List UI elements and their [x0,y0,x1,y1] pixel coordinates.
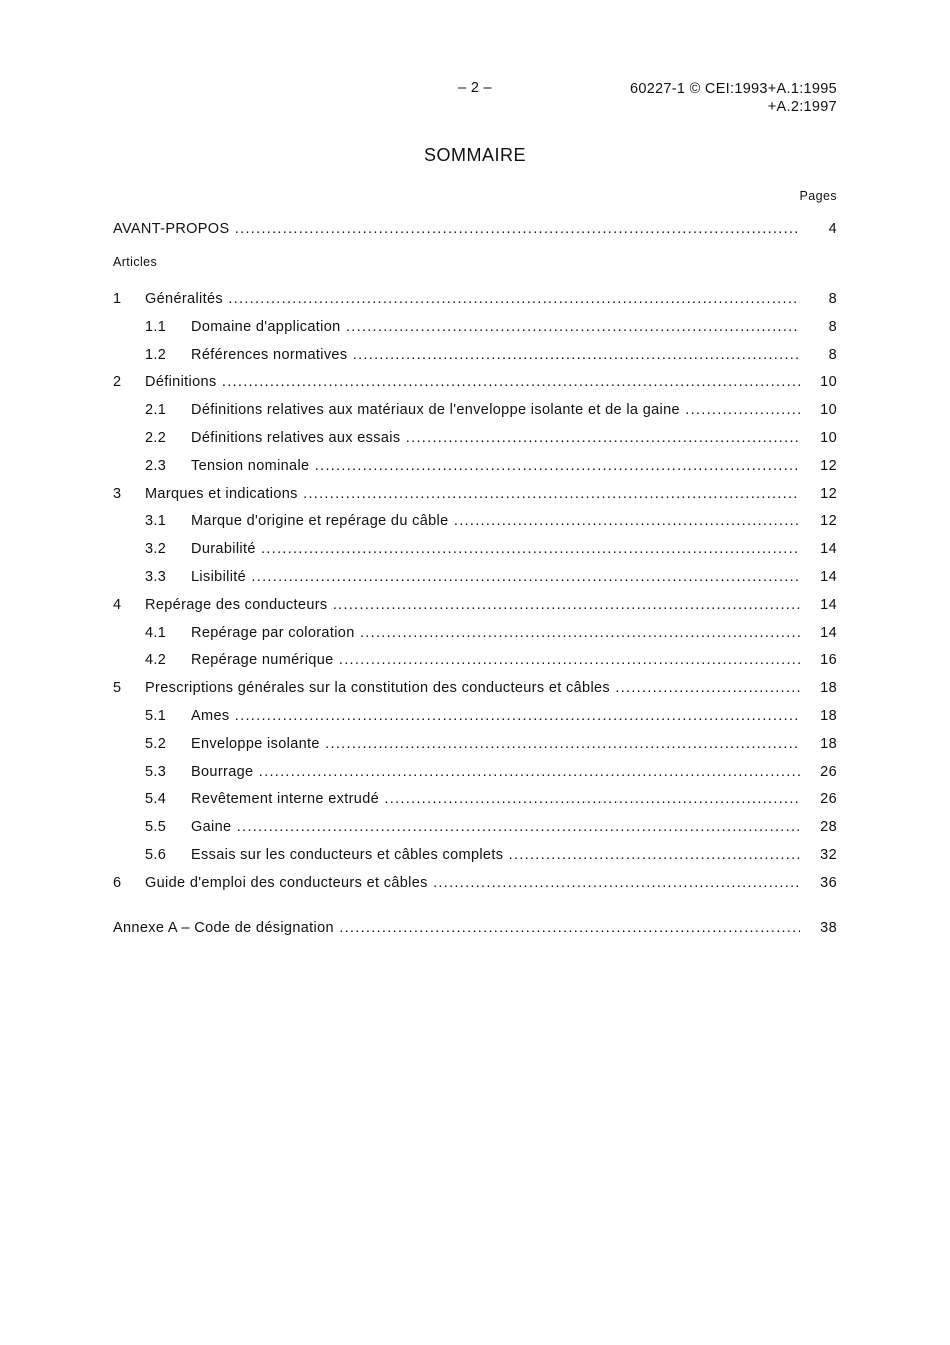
toc-entry-number: 1.1 [145,318,167,335]
toc-entry [113,597,837,617]
toc-entry [113,486,837,506]
toc-entry-page: 14 [820,541,837,558]
toc-entry-title: Repérage numérique ..... [191,652,800,668]
toc-entry-title: Domaine d'application ..... [191,319,800,335]
toc-entry-page: 14 [820,596,837,613]
toc-entry-number: 4 [113,596,122,613]
toc-entry-title: Définitions relatives aux matériaux de l'enveloppe isolante et de la gaine ..... [191,402,800,418]
toc-entry [113,875,837,895]
toc-entry-page: 18 [820,735,837,752]
toc-entry-page: 38 [820,920,837,936]
toc-entry-title: Durabilité ..... [191,541,800,557]
toc-entry-number: 1 [113,291,122,307]
toc-entry-title: Marques et indications ..... [145,486,800,502]
toc-entry-number: 5 [113,680,122,697]
toc-entry-title: Marque d'origine et repérage du câble ..... [191,513,800,529]
toc-entry [113,680,837,700]
toc-entry [113,819,837,839]
toc-entry-title: Références normatives ..... [191,347,800,363]
toc-entry-title: Essais sur les conducteurs et câbles complets ..... [191,847,800,863]
toc-entry [113,736,837,756]
toc-entry [113,430,837,450]
toc-entry [113,347,837,367]
toc-entry-number: 6 [113,874,122,891]
pages-column-label: Pages [799,189,837,203]
toc-entry-page: 10 [820,374,837,391]
toc-entry-page: 28 [820,819,837,836]
toc-entry [113,708,837,728]
toc-entry-title: Gaine ..... [191,819,800,835]
toc-entry-page: 26 [820,763,837,780]
toc-entry-title: AVANT-PROPOS ..... [113,221,800,237]
toc-entry-number: 2.1 [145,402,167,419]
toc-entry [113,291,837,311]
toc-entry-page: 32 [820,847,837,863]
toc-entry-number: 4.2 [145,652,167,669]
toc-entry-page: 12 [820,485,837,502]
toc-entry-number: 1.2 [145,346,167,363]
page-number: – 2 – [458,80,492,96]
toc-entry [113,513,837,533]
toc-entry-page: 8 [828,318,837,335]
toc-entry-title: Généralités ..... [145,291,800,307]
toc-entry-number: 3 [113,485,122,502]
toc-entry-page: 16 [820,652,837,669]
toc-entry [113,458,837,478]
toc-entry-page: 12 [820,513,837,530]
toc-entry [113,652,837,672]
toc-entry [113,319,837,339]
toc-entry-number: 2.2 [145,430,167,446]
toc-entry-title: Définitions relatives aux essais ..... [191,430,800,446]
toc-entry [113,374,837,394]
toc-entry [113,791,837,811]
toc-entry-number: 5.1 [145,708,167,724]
toc-entry-page: 14 [820,624,837,641]
toc-entry-number: 5.2 [145,735,167,752]
toc-entry-title: Repérage des conducteurs ..... [145,597,800,613]
toc-entry-page: 14 [820,569,837,585]
toc-entry-page: 26 [820,791,837,808]
toc-entry-title: Guide d'emploi des conducteurs et câbles ..... [145,875,800,891]
toc-entry-title: Ames ..... [191,708,800,724]
toc-entry-title: Définitions ..... [145,374,800,390]
toc-entry-page: 36 [820,874,837,891]
toc-entry-number: 5.6 [145,847,167,863]
toc-entry-number: 5.4 [145,791,167,808]
toc-entry [113,847,837,867]
toc-entry-page: 12 [820,457,837,474]
toc-entry-page: 18 [820,680,837,697]
toc-entry-title: Bourrage ..... [191,764,800,780]
toc-entry-number: 2 [113,374,122,391]
reference-line-1: 60227-1 © CEI:1993+A.1:1995 [629,81,837,97]
toc-entry-title: Repérage par coloration ..... [191,625,800,641]
toc-entry-title: Revêtement interne extrudé ..... [191,791,800,807]
toc-entry [113,402,837,422]
toc-entry-title: Enveloppe isolante ..... [191,736,800,752]
toc-entry-title: Lisibilité ..... [191,569,800,585]
toc-entry-number: 3.3 [145,569,167,585]
toc-entry-number: 2.3 [145,457,167,474]
toc-entry [113,764,837,784]
toc-entry-annex [113,920,837,940]
toc-entry-number: 5.3 [145,763,167,780]
toc-entry-page: 8 [828,346,837,363]
articles-label: Articles [113,255,158,269]
toc-entry [113,569,837,589]
toc-entry-number: 5.5 [145,819,167,836]
toc-entry-title: Prescriptions générales sur la constitution des conducteurs et câbles ..... [145,680,800,696]
toc-entry-page: 10 [820,430,837,446]
toc-entry-page: 4 [828,221,837,237]
toc-entry-number: 4.1 [145,624,167,641]
reference-line-2: +A.2:1997 [767,99,837,115]
toc-entry-page: 18 [820,708,837,724]
toc-entry [113,541,837,561]
toc-entry-title: Tension nominale ..... [191,458,800,474]
toc-entry-number: 3.1 [145,513,167,530]
page-title: SOMMAIRE [423,145,526,165]
toc-entry-page: 8 [828,291,837,307]
toc-entry-title: Annexe A – Code de désignation ..... [113,920,800,936]
toc-entry [113,625,837,645]
document-reference [630,80,837,116]
toc-entry-page: 10 [820,402,837,419]
toc-entry-foreword [113,221,837,241]
toc-entry-number: 3.2 [145,541,167,558]
